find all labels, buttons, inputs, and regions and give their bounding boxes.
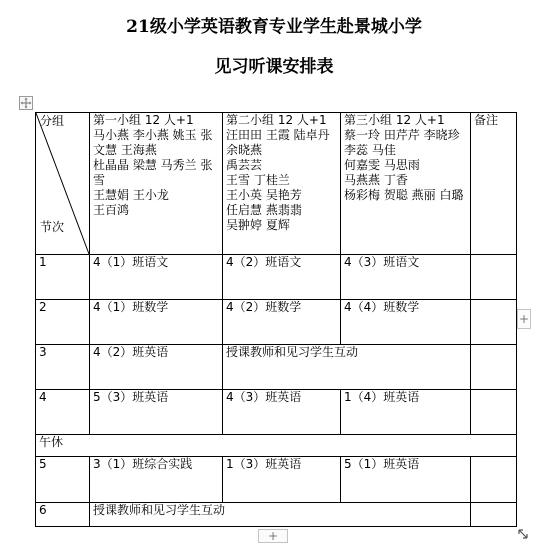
note-cell (471, 503, 517, 527)
schedule-table (35, 112, 517, 527)
class-cell: 3（1）班综合实践 (90, 457, 223, 503)
lunch-row (36, 435, 517, 457)
period-cell: 4 (36, 390, 90, 435)
class-cell: 4（2）班语文 (223, 255, 341, 300)
group-3-members: 第三小组 12 人+1 蔡一玲 田芹芹 李晓珍 李蕊 马佳 何嘉雯 马思雨 马燕燕 丁香 杨彩梅 贺聪 燕丽 白璐 (344, 113, 464, 202)
class-cell: 4（4）班数学 (341, 300, 471, 345)
period-cell: 6 (36, 503, 90, 527)
class-cell: 4（3）班语文 (341, 255, 471, 300)
note-cell (471, 390, 517, 435)
class-cell: 4（3）班英语 (223, 390, 341, 435)
group-2-members: 第二小组 12 人+1 汪田田 王霞 陆卓丹 余晓燕 禹芸芸 王雪 丁桂兰 王小英 吴艳芳 任启慧 燕翡翡 吴翀婷 夏辉 (226, 113, 330, 232)
period-cell: 3 (36, 345, 90, 390)
note-cell (471, 345, 517, 390)
interaction-cell: 授课教师和见习学生互动 (223, 345, 471, 390)
period-label: 节次 (40, 220, 65, 234)
table-move-handle[interactable] (19, 96, 33, 110)
resize-icon (517, 528, 529, 540)
note-cell (471, 255, 517, 300)
table-row (36, 390, 517, 435)
add-row-button[interactable]: + (258, 529, 288, 543)
table-row (36, 255, 517, 300)
group-2-header (223, 113, 341, 255)
class-cell: 4（2）班英语 (90, 345, 223, 390)
class-cell: 4（1）班数学 (90, 300, 223, 345)
note-header: 备注 (471, 113, 517, 255)
period-cell: 2 (36, 300, 90, 345)
group-1-members: 第一小组 12 人+1 马小燕 李小燕 姚玉 张文慧 王海燕 杜晶晶 梁慧 马秀兰 张雪 王慧娟 王小龙 王百鸿 (93, 113, 213, 217)
add-column-button[interactable]: + (517, 309, 531, 329)
class-cell: 4（1）班语文 (90, 255, 223, 300)
class-cell: 1（4）班英语 (341, 390, 471, 435)
interaction-cell: 授课教师和见习学生互动 (90, 503, 471, 527)
class-cell: 4（2）班数学 (223, 300, 341, 345)
class-cell: 5（3）班英语 (90, 390, 223, 435)
header-row (36, 113, 517, 255)
group-1-header (90, 113, 223, 255)
move-icon (20, 97, 32, 109)
lunch-break-cell: 午休 (36, 435, 517, 457)
table-resize-handle[interactable] (516, 528, 530, 542)
period-cell: 5 (36, 457, 90, 503)
group-3-header (341, 113, 471, 255)
group-label: 分组 (40, 114, 65, 128)
class-cell: 5（1）班英语 (341, 457, 471, 503)
period-cell: 1 (36, 255, 90, 300)
table-row (36, 300, 517, 345)
table-row (36, 503, 517, 527)
note-cell (471, 457, 517, 503)
class-cell: 1（3）班英语 (223, 457, 341, 503)
note-cell (471, 300, 517, 345)
page-subtitle: 见习听课安排表 (214, 57, 334, 77)
corner-header-cell (36, 113, 90, 255)
table-row (36, 457, 517, 503)
table-row (36, 345, 517, 390)
page-title: 21级小学英语教育专业学生赴景城小学 (126, 17, 422, 37)
